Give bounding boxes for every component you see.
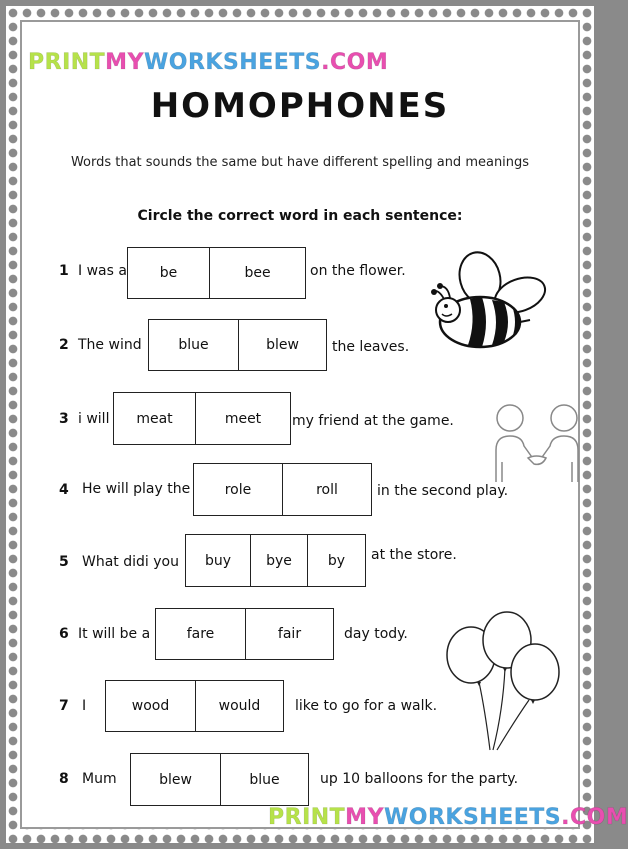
question-text-before: Mum <box>82 771 117 787</box>
question-text-before: I <box>82 698 87 714</box>
logo-part-com: .COM <box>321 50 389 75</box>
page-title: HOMOPHONES <box>150 86 450 126</box>
answer-option[interactable]: blew <box>159 771 192 788</box>
site-logo-bottom <box>268 805 628 830</box>
balloons-icon <box>445 610 565 760</box>
answer-option[interactable]: role <box>224 481 252 498</box>
question-number: 6 <box>59 626 69 642</box>
question-text-before: The wind <box>78 337 142 353</box>
answer-box <box>155 608 334 660</box>
answer-box <box>105 680 284 732</box>
question-text-after: up 10 balloons for the party. <box>320 771 519 787</box>
question-text-before: What didi you <box>82 554 179 570</box>
question-number: 2 <box>59 337 69 353</box>
page-subtitle: Words that sounds the same but have different spelling and meanings <box>70 155 530 170</box>
bee-icon <box>430 250 570 360</box>
answer-option[interactable]: wood <box>131 698 170 714</box>
answer-option[interactable]: blue <box>220 754 308 805</box>
answer-option[interactable]: buy <box>204 552 232 569</box>
question-text-before: He will play the <box>82 481 191 497</box>
logo-part-print: PRINT <box>28 50 106 75</box>
question-text-after: day tody. <box>344 626 408 642</box>
question-text-before: It will be a <box>78 626 151 642</box>
answer-option[interactable]: meat <box>136 410 173 427</box>
question-number: 3 <box>59 411 69 427</box>
answer-box <box>113 392 291 445</box>
question-text-after: like to go for a walk. <box>295 698 438 714</box>
answer-option[interactable]: by <box>307 535 365 586</box>
answer-box <box>148 319 327 371</box>
logo-part-worksheets: WORKSHEETS <box>384 805 562 830</box>
answer-option[interactable]: bee <box>209 248 305 298</box>
question-number: 8 <box>59 771 69 787</box>
question-number: 4 <box>59 482 69 498</box>
logo-part-com: .COM <box>561 805 628 830</box>
question-number: 7 <box>59 698 69 714</box>
answer-option[interactable]: blew <box>238 320 326 370</box>
answer-box <box>185 534 366 587</box>
answer-option[interactable]: fare <box>186 626 215 642</box>
answer-option[interactable]: be <box>159 265 178 281</box>
answer-option[interactable]: fair <box>245 609 333 659</box>
answer-box <box>127 247 306 299</box>
question-text-after: my friend at the game. <box>292 413 454 429</box>
logo-part-print: PRINT <box>268 805 346 830</box>
question-text-after: on the flower. <box>310 263 406 279</box>
answer-option[interactable]: blue <box>178 337 209 353</box>
logo-part-my: MY <box>105 50 144 75</box>
question-number: 1 <box>59 263 69 279</box>
answer-option[interactable]: roll <box>282 464 371 515</box>
question-number: 5 <box>59 554 69 570</box>
question-text-after: in the second play. <box>377 483 509 499</box>
question-text-after: the leaves. <box>332 339 410 355</box>
site-logo-top <box>28 50 388 75</box>
handshake-icon <box>486 402 586 484</box>
question-text-before: I was a <box>78 263 127 279</box>
answer-option[interactable]: bye <box>250 535 307 586</box>
answer-option[interactable]: would <box>195 681 283 731</box>
answer-box <box>193 463 372 516</box>
answer-box <box>130 753 309 806</box>
question-text-after: at the store. <box>371 547 457 563</box>
answer-option[interactable]: meet <box>195 393 290 444</box>
instruction: Circle the correct word in each sentence: <box>137 208 463 224</box>
logo-part-worksheets: WORKSHEETS <box>144 50 322 75</box>
question-text-before: i will <box>78 411 110 427</box>
logo-part-my: MY <box>345 805 384 830</box>
